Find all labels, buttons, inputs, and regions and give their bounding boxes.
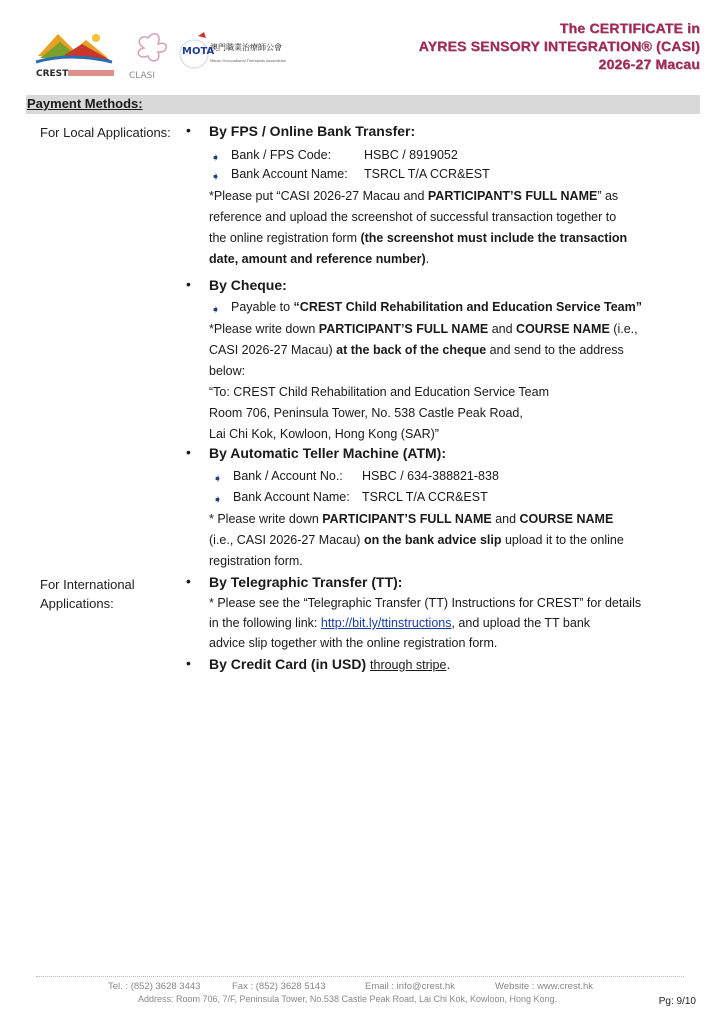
crest-logo-text: CREST bbox=[36, 69, 69, 79]
international-applications-label-2: Applications: bbox=[40, 596, 114, 611]
cheque-heading: By Cheque: bbox=[209, 277, 287, 293]
fps-note: *Please put “CASI 2026-27 Macau and PARTICIPANT’S FULL NAME” as reference and upload the screenshot of successful transaction together to the online registration form (the screenshot must include the transaction date, amount and reference number). bbox=[209, 189, 628, 266]
atm-account-name-value: TSRCL T/A CCR&EST bbox=[362, 490, 488, 504]
stripe-link[interactable]: through stripe bbox=[370, 658, 447, 672]
international-applications-label-1: For International bbox=[40, 577, 135, 592]
cheque-payable: Payable to “CREST Child Rehabilitation and Education Service Team” bbox=[231, 300, 642, 314]
footer-website: Website : www.crest.hk bbox=[495, 981, 594, 992]
atm-account-value: HSBC / 634-388821-838 bbox=[362, 469, 499, 483]
bullet: • bbox=[186, 444, 191, 460]
bullet: • bbox=[186, 655, 191, 671]
arrow-bullet-icon: ➧ bbox=[213, 473, 223, 485]
credit-card-line: By Credit Card (in USD) through stripe. bbox=[209, 656, 451, 672]
mota-logo-text: MOTA bbox=[182, 46, 215, 57]
cheque-address-line-1: “To: CREST Child Rehabilitation and Education Service Team bbox=[209, 385, 549, 399]
doc-title-line-1: The CERTIFICATE in bbox=[559, 20, 700, 36]
bullet: • bbox=[186, 573, 191, 589]
fps-heading: By FPS / Online Bank Transfer: bbox=[209, 123, 416, 139]
footer-divider bbox=[36, 976, 684, 977]
footer-email: Email : info@crest.hk bbox=[365, 981, 455, 992]
doc-title-line-2: AYRES SENSORY INTEGRATION® (CASI) bbox=[418, 38, 700, 54]
cheque-address-line-2: Room 706, Peninsula Tower, No. 538 Castle Peak Road, bbox=[209, 406, 523, 420]
mota-logo-en: Macau Occupational Therapists Association bbox=[210, 59, 287, 63]
section-title: Payment Methods: bbox=[27, 96, 143, 111]
mota-logo-cn: 澳門職業治療師公會 bbox=[210, 43, 282, 52]
fps-account-name-label: Bank Account Name: bbox=[231, 167, 348, 181]
bullet: • bbox=[186, 276, 191, 292]
local-applications-label: For Local Applications: bbox=[40, 125, 171, 140]
atm-heading: By Automatic Teller Machine (ATM): bbox=[209, 445, 446, 461]
casi-logo-text: CLASI bbox=[129, 71, 156, 81]
page-number: Pg: 9/10 bbox=[658, 996, 696, 1007]
footer-address: Address: Room 706, 7/F, Peninsula Tower, No.538 Castle Peak Road, Lai Chi Kok, Kowloon, Hong Kong. bbox=[138, 994, 558, 1004]
tt-heading: By Telegraphic Transfer (TT): bbox=[209, 574, 403, 590]
footer-tel: Tel. : (852) 3628 3443 bbox=[108, 981, 201, 992]
credit-card-heading: By Credit Card (in USD) bbox=[209, 656, 367, 672]
header-logos bbox=[30, 28, 330, 84]
arrow-bullet-icon: ➧ bbox=[211, 152, 221, 164]
fps-code-label: Bank / FPS Code: bbox=[231, 148, 332, 162]
tt-instructions-link[interactable]: http://bit.ly/ttinstructions bbox=[320, 616, 452, 630]
footer-fax: Fax : (852) 3628 5143 bbox=[232, 981, 326, 992]
doc-title-line-3: 2026-27 Macau bbox=[598, 56, 700, 72]
atm-note: * Please write down PARTICIPANT’S FULL NAME and COURSE NAME (i.e., CASI 2026-27 Macau) on the bank advice slip upload it to the online registration form. bbox=[209, 512, 624, 568]
atm-account-label: Bank / Account No.: bbox=[233, 469, 343, 483]
mota-logo bbox=[180, 32, 286, 68]
arrow-bullet-icon: ➧ bbox=[211, 304, 221, 316]
tt-note: * Please see the “Telegraphic Transfer (TT) Instructions for CREST” for details in the following link: http://bit.ly/ttinstructions, and upload the TT bank advice slip together with the online registration form. bbox=[209, 596, 642, 650]
cheque-address-line-3: Lai Chi Kok, Kowloon, Hong Kong (SAR)” bbox=[209, 427, 439, 441]
cheque-note: *Please write down PARTICIPANT’S FULL NAME and COURSE NAME (i.e., CASI 2026-27 Macau) at the back of the cheque and send to the address below: “To: CREST Child Rehabilitation and Education Service Team Room 706, Peninsula Tower, No. 538 Castle Peak Road, Lai Chi Kok, Kowloon, Hong Kong (SAR)” bbox=[209, 319, 679, 445]
fps-code-value: HSBC / 8919052 bbox=[364, 148, 458, 162]
crest-logo bbox=[36, 34, 114, 79]
fps-account-name-value: TSRCL T/A CCR&EST bbox=[364, 167, 490, 181]
arrow-bullet-icon: ➧ bbox=[213, 494, 223, 506]
arrow-bullet-icon: ➧ bbox=[211, 171, 221, 183]
atm-account-name-label: Bank Account Name: bbox=[233, 490, 350, 504]
casi-logo bbox=[129, 34, 166, 81]
bullet: • bbox=[186, 122, 191, 138]
